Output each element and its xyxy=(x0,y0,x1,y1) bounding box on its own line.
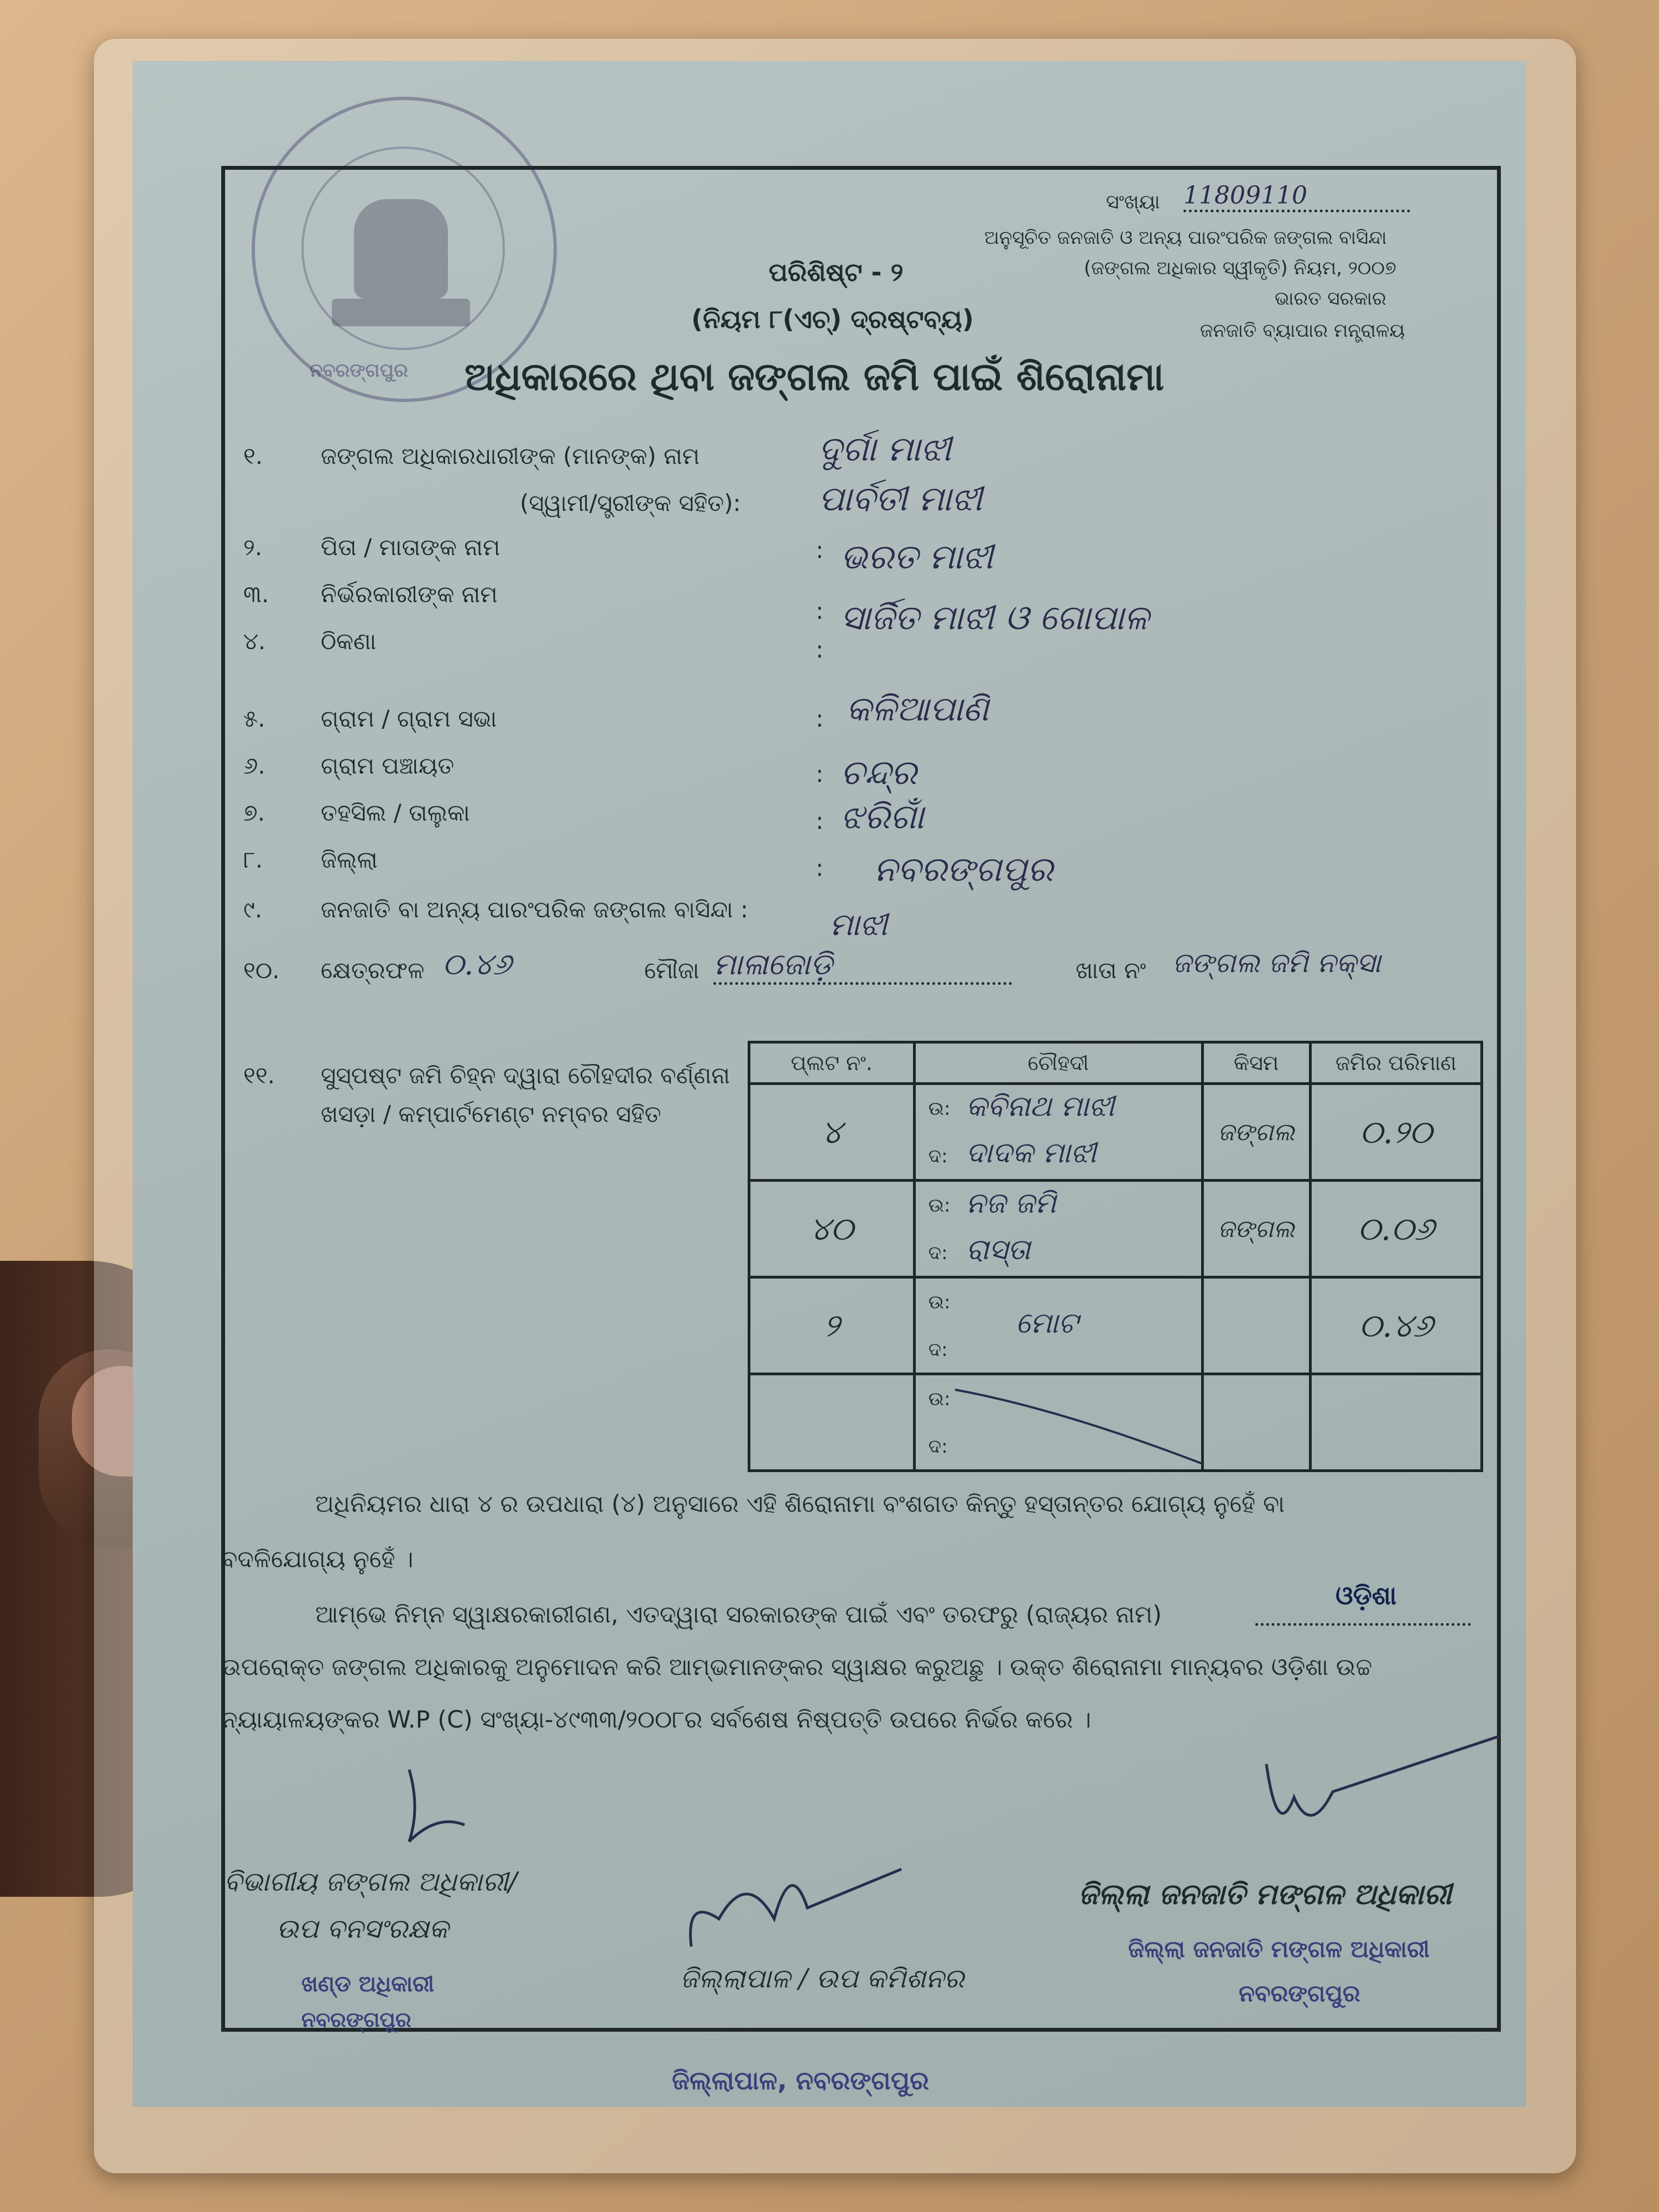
signature-center-icon xyxy=(680,1836,912,1958)
body-para4: ନ୍ୟାୟାଳୟଙ୍କର W.P (C) ସଂଖ୍ୟା-୪୯୩୩/୨୦୦୮ର ସର୍ବଶେଷ ନିଷ୍ପତ୍ତି ଉପରେ ନିର୍ଭର କରେ । xyxy=(221,1706,1092,1734)
field-4-label: ଠିକଣା xyxy=(321,628,377,655)
row3-amount: ୦.୪୬ xyxy=(1310,1277,1481,1374)
row1-south: ଦାଦକ ମାଝୀ xyxy=(966,1136,1097,1170)
field-7-num: ୭. xyxy=(243,799,265,826)
field-2-label: ପିତା / ମାତାଙ୍କ ନାମ xyxy=(321,534,500,561)
row4-amount xyxy=(1310,1374,1481,1471)
field-7-colon: : xyxy=(816,807,824,834)
row4-plot xyxy=(749,1374,915,1471)
signature-left-icon xyxy=(387,1764,476,1853)
serial-value: 11809110 xyxy=(1183,181,1410,212)
south-label: ଦ: xyxy=(928,1242,948,1264)
area-value: ୦.୪୬ xyxy=(442,947,512,982)
table-row xyxy=(749,1084,1482,1181)
table-row xyxy=(749,1277,1482,1374)
row1-boundary xyxy=(914,1084,1202,1181)
field-3-colon: : xyxy=(816,597,824,624)
state-name: ଓଡ଼ିଶା xyxy=(1335,1580,1397,1610)
stamp-right-line2: ନବରଙ୍ଗପୁର xyxy=(1239,1980,1360,2007)
header-right-line4: ଜନଜାତି ବ୍ୟାପାର ମନ୍ତ୍ରାଳୟ xyxy=(1200,320,1405,342)
field-6-value: ଚନ୍ଦ୍ର xyxy=(841,752,917,792)
signatory-left-line1: ବିଭାଗୀୟ ଜଙ୍ଗଲ ଅଧିକାରୀ/ xyxy=(224,1866,518,1897)
stamp-left-line1: ଖଣ୍ଡ ଅଧିକାରୀ xyxy=(301,1971,435,1997)
field-5-value: କଳିଆପାଣି xyxy=(846,688,989,729)
field-5-num: ୫. xyxy=(243,705,265,732)
field-1b-value: ପାର୍ବତୀ ମାଝୀ xyxy=(818,478,983,519)
boundary-num: ୧୧. xyxy=(243,1062,275,1089)
field-9-num: ୯. xyxy=(243,896,263,923)
area-num: ୧୦. xyxy=(243,957,280,984)
header-kind: କିସମ xyxy=(1202,1042,1310,1084)
field-9-value: ମାଝୀ xyxy=(830,907,888,943)
stamp-left-line2: ନବରଙ୍ଗପୁର xyxy=(301,2007,411,2032)
field-3-num: ୩. xyxy=(243,581,269,608)
field-8-num: ୮. xyxy=(243,846,263,873)
khata-label: ଖାତା ନଂ xyxy=(1076,957,1146,984)
field-9-label: ଜନଜାତି ବା ଅନ୍ୟ ପାରଂପରିକ ଜଙ୍ଗଲ ବାସିନ୍ଦା : xyxy=(321,896,749,923)
body-para3: ଉପରୋକ୍ତ ଜଙ୍ଗଲ ଅଧିକାରକୁ ଅନୁମୋଦନ କରି ଆମ୍ଭମାନଙ୍କର ସ୍ୱାକ୍ଷର କରୁଅଛୁ । ଉକ୍ତ ଶିରୋନାମା ମାନ୍ୟବର ଓଡ଼ିଶା ଉଚ୍ଚ xyxy=(221,1653,1373,1681)
field-3-value: ସାର୍ଜିତ ମାଝୀ ଓ ଗୋପାଳ xyxy=(841,597,1149,638)
signature-right-icon xyxy=(1255,1731,1510,1841)
row3-boundary xyxy=(914,1277,1202,1374)
rule-reference: (ନିୟମ ୮(ଏଚ୍) ଦ୍ରଷ୍ଟବ୍ୟ) xyxy=(691,304,974,334)
row2-plot: ୪୦ xyxy=(749,1181,915,1277)
row2-boundary xyxy=(914,1181,1202,1277)
field-7-value: ଝରିଗାଁ xyxy=(841,796,924,837)
document-title: ଅଧିକାରରେ ଥିବା ଜଙ୍ଗଲ ଜମି ପାଇଁ ଶିରୋନାମା xyxy=(465,354,1165,399)
row3-south: ମୋଟ xyxy=(1015,1307,1078,1340)
row1-kind: ଜଙ୍ଗଲ xyxy=(1202,1084,1310,1181)
area-label: କ୍ଷେତ୍ରଫଳ xyxy=(321,957,425,984)
header-right-line3: ଭାରତ ସରକାର xyxy=(1275,288,1386,310)
state-name-line xyxy=(1255,1623,1471,1626)
table-row xyxy=(749,1181,1482,1277)
field-6-label: ଗ୍ରାମ ପଞ୍ଚାୟତ xyxy=(321,752,455,779)
row2-amount: ୦.୦୬ xyxy=(1310,1181,1481,1277)
row4-boundary xyxy=(914,1374,1202,1471)
header-right-line1: ଅନୁସୂଚିତ ଜନଜାତି ଓ ଅନ୍ୟ ପାରଂପରିକ ଜଙ୍ଗଲ ବାସିନ୍ଦା xyxy=(984,227,1387,249)
field-1-label: ଜଙ୍ଗଲ ଅଧିକାରଧାରୀଙ୍କ (ମାନଙ୍କ) ନାମ xyxy=(321,442,700,469)
south-label: ଦ: xyxy=(928,1339,948,1361)
field-8-colon: : xyxy=(816,854,824,881)
north-label: ଉ: xyxy=(928,1194,951,1217)
field-6-num: ୬. xyxy=(243,752,265,779)
row2-kind: ଜଙ୍ଗଲ xyxy=(1202,1181,1310,1277)
boundary-label-line2: ଖସଡ଼ା / କମ୍ପାର୍ଟମେଣ୍ଟ ନମ୍ବର ସହିତ xyxy=(321,1100,661,1128)
field-2-value: ଭରତ ମାଝୀ xyxy=(841,536,993,577)
stamp-bottom: ଜିଲ୍ଲାପାଳ, ନବରଙ୍ଗପୁର xyxy=(672,2065,929,2095)
field-2-num: ୨. xyxy=(243,534,263,561)
field-6-colon: : xyxy=(816,760,824,787)
header-amount: ଜମିର ପରିମାଣ xyxy=(1310,1042,1481,1084)
field-1-num: ୧. xyxy=(243,442,263,469)
table-header-row xyxy=(749,1042,1482,1084)
field-1b-label: (ସ୍ୱାମୀ/ସ୍ତ୍ରୀଙ୍କ ସହିତ): xyxy=(520,489,741,517)
mouza-label: ମୌଜା xyxy=(644,957,700,984)
row2-north: ନଜ ଜମି xyxy=(966,1187,1056,1220)
signatory-center: ଜିଲ୍ଲାପାଳ / ଉପ କମିଶନର xyxy=(680,1963,964,1994)
field-4-num: ୪. xyxy=(243,628,266,655)
body-para1-cont: ବଦଳିଯୋଗ୍ୟ ନୁହେଁ । xyxy=(221,1546,414,1573)
stamp-right-line1: ଜିଲ୍ଲା ଜନଜାତି ମଙ୍ଗଳ ଅଧିକାରୀ xyxy=(1128,1936,1430,1963)
emblem-text: ନବରଙ୍ଗପୁର xyxy=(310,359,408,382)
boundary-label-line1: ସୁସ୍ପଷ୍ଟ ଜମି ଚିହ୍ନ ଦ୍ୱାରା ଚୌହଦୀର ବର୍ଣ୍ଣନା xyxy=(321,1062,730,1089)
row2-south: ରାସ୍ତା xyxy=(966,1233,1031,1266)
row1-amount: ୦.୨୦ xyxy=(1310,1084,1481,1181)
north-label: ଉ: xyxy=(928,1388,951,1410)
header-right-line2: (ଜଙ୍ଗଲ ଅଧିକାର ସ୍ୱୀକୃତି) ନିୟମ, ୨୦୦୭ xyxy=(1084,257,1396,279)
header-plot-no: ପ୍ଲଟ ନଂ. xyxy=(749,1042,915,1084)
annex-label: ପରିଶିଷ୍ଟ - ୨ xyxy=(769,257,904,287)
serial-label: ସଂଖ୍ୟା xyxy=(1106,191,1160,213)
north-label: ଉ: xyxy=(928,1291,951,1313)
mouza-value: ମାଳାଜୋଡ଼ି xyxy=(713,947,1012,985)
body-para2: ଆମ୍ଭେ ନିମ୍ନ ସ୍ୱାକ୍ଷରକାରୀଗଣ, ଏତଦ୍ୱାରା ସରକାରଙ୍କ ପାଇଁ ଏବଂ ତରଫରୁ (ରାଜ୍ୟର ନାମ) xyxy=(315,1601,1162,1629)
signatory-right-line1: ଜିଲ୍ଲା ଜନଜାତି ମଙ୍ଗଳ ଅଧିକାରୀ xyxy=(1078,1877,1452,1911)
south-label: ଦ: xyxy=(928,1145,948,1167)
field-1-value: ଦୁର୍ଗା ମାଝୀ xyxy=(818,429,952,469)
body-para1: ଅଧିନିୟମର ଧାରା ୪ ର ଉପଧାରା (୪) ଅନୁସାରେ ଏହି ଶିରୋନାମା ବଂଶଗତ କିନ୍ତୁ ହସ୍ତାନ୍ତର ଯୋଗ୍ୟ ନୁହେଁ ବା xyxy=(315,1490,1285,1518)
field-5-label: ଗ୍ରାମ / ଗ୍ରାମ ସଭା xyxy=(321,705,497,732)
row1-north: କବିନାଥ ମାଝୀ xyxy=(966,1090,1115,1123)
field-8-label: ଜିଲ୍ଲା xyxy=(321,846,378,873)
field-4-colon: : xyxy=(816,636,824,663)
table-row xyxy=(749,1374,1482,1471)
signatory-left-line2: ଉପ ବନସଂରକ୍ଷକ xyxy=(276,1913,449,1944)
field-3-label: ନିର୍ଭରକାରୀଙ୍କ ନାମ xyxy=(321,581,498,608)
south-label: ଦ: xyxy=(928,1436,948,1458)
row1-plot: ୪ xyxy=(749,1084,915,1181)
field-7-label: ତହସିଲ / ତାଲୁକା xyxy=(321,799,470,826)
khata-value: ଜଙ୍ଗଲ ଜମି ନକ୍ସା xyxy=(1172,947,1381,979)
field-5-colon: : xyxy=(816,705,824,732)
field-2-colon: : xyxy=(816,536,824,564)
row3-kind xyxy=(1202,1277,1310,1374)
row3-plot: ୨ xyxy=(749,1277,915,1374)
north-label: ଉ: xyxy=(928,1098,951,1120)
header-boundary: ଚୌହଦୀ xyxy=(914,1042,1202,1084)
boundary-table xyxy=(748,1041,1483,1472)
field-8-value: ନବରଙ୍ଗପୁର xyxy=(874,849,1053,889)
row4-kind xyxy=(1202,1374,1310,1471)
cancel-stroke xyxy=(950,1381,1209,1470)
